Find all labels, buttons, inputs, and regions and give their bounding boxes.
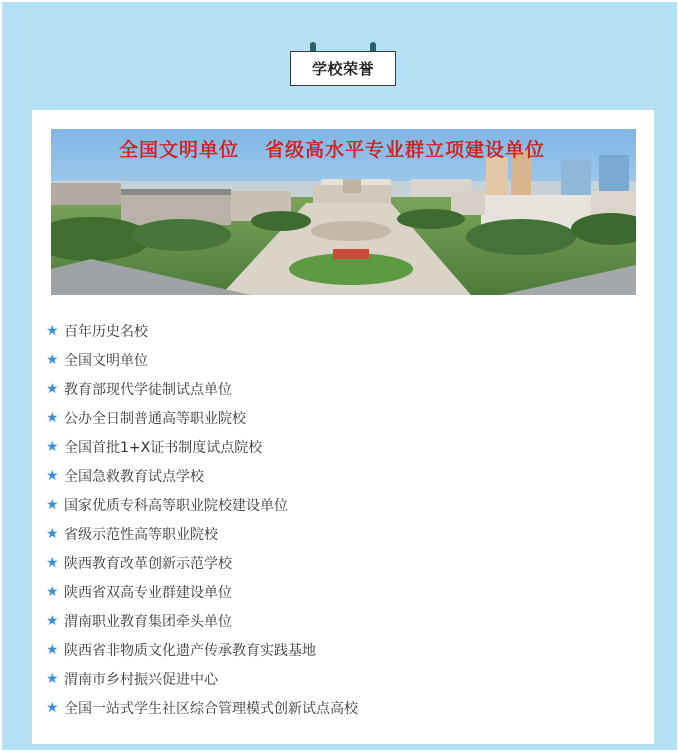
honor-item (46, 490, 358, 519)
honor-text: 国家优质专科高等职业院校建设单位 (64, 497, 288, 514)
section-title-tag (290, 42, 396, 86)
honor-item (46, 374, 358, 403)
honor-text: 教育部现代学徒制试点单位 (64, 381, 232, 398)
honor-text: 渭南市乡村振兴促进中心 (64, 671, 218, 688)
honor-text: 陕西省非物质文化遗产传承教育实践基地 (64, 642, 316, 659)
page-background (2, 2, 677, 750)
star-icon: ★ (46, 409, 59, 426)
star-icon: ★ (46, 496, 59, 513)
honor-text: 渭南职业教育集团牵头单位 (64, 613, 232, 630)
campus-aerial-illustration (51, 129, 636, 295)
star-icon: ★ (46, 670, 59, 687)
section-title-box (290, 51, 396, 86)
honor-item (46, 461, 358, 490)
honor-text: 全国首批1+X证书制度试点院校 (64, 439, 263, 456)
honors-list (46, 316, 358, 722)
honor-text: 百年历史名校 (64, 323, 148, 340)
star-icon: ★ (46, 380, 59, 397)
honor-text: 陕西省双高专业群建设单位 (64, 584, 232, 601)
honor-text: 省级示范性高等职业院校 (64, 526, 218, 543)
honor-text: 全国急救教育试点学校 (64, 468, 204, 485)
honor-item (46, 635, 358, 664)
honor-item (46, 345, 358, 374)
campus-photo (51, 129, 636, 295)
honor-text: 全国一站式学生社区综合管理模式创新试点高校 (64, 700, 358, 717)
star-icon: ★ (46, 322, 59, 339)
star-icon: ★ (46, 699, 59, 716)
honor-item (46, 548, 358, 577)
honor-text: 全国文明单位 (64, 352, 148, 369)
banner-headline-1: 全国文明单位 (119, 139, 240, 161)
honor-item (46, 519, 358, 548)
star-icon: ★ (46, 467, 59, 484)
honor-item (46, 693, 358, 722)
star-icon: ★ (46, 641, 59, 658)
star-icon: ★ (46, 438, 59, 455)
honor-text: 陕西教育改革创新示范学校 (64, 555, 232, 572)
star-icon: ★ (46, 554, 59, 571)
star-icon: ★ (46, 583, 59, 600)
honors-card (32, 110, 654, 744)
star-icon: ★ (46, 525, 59, 542)
honor-text: 公办全日制普通高等职业院校 (64, 410, 246, 427)
banner-headline-2: 省级高水平专业群立项建设单位 (265, 139, 546, 161)
star-icon: ★ (46, 612, 59, 629)
honor-item (46, 316, 358, 345)
honor-item (46, 664, 358, 693)
star-icon: ★ (46, 351, 59, 368)
honor-item (46, 577, 358, 606)
section-title: 学校荣誉 (311, 60, 374, 78)
honor-item (46, 432, 358, 461)
honor-item (46, 606, 358, 635)
honor-item (46, 403, 358, 432)
